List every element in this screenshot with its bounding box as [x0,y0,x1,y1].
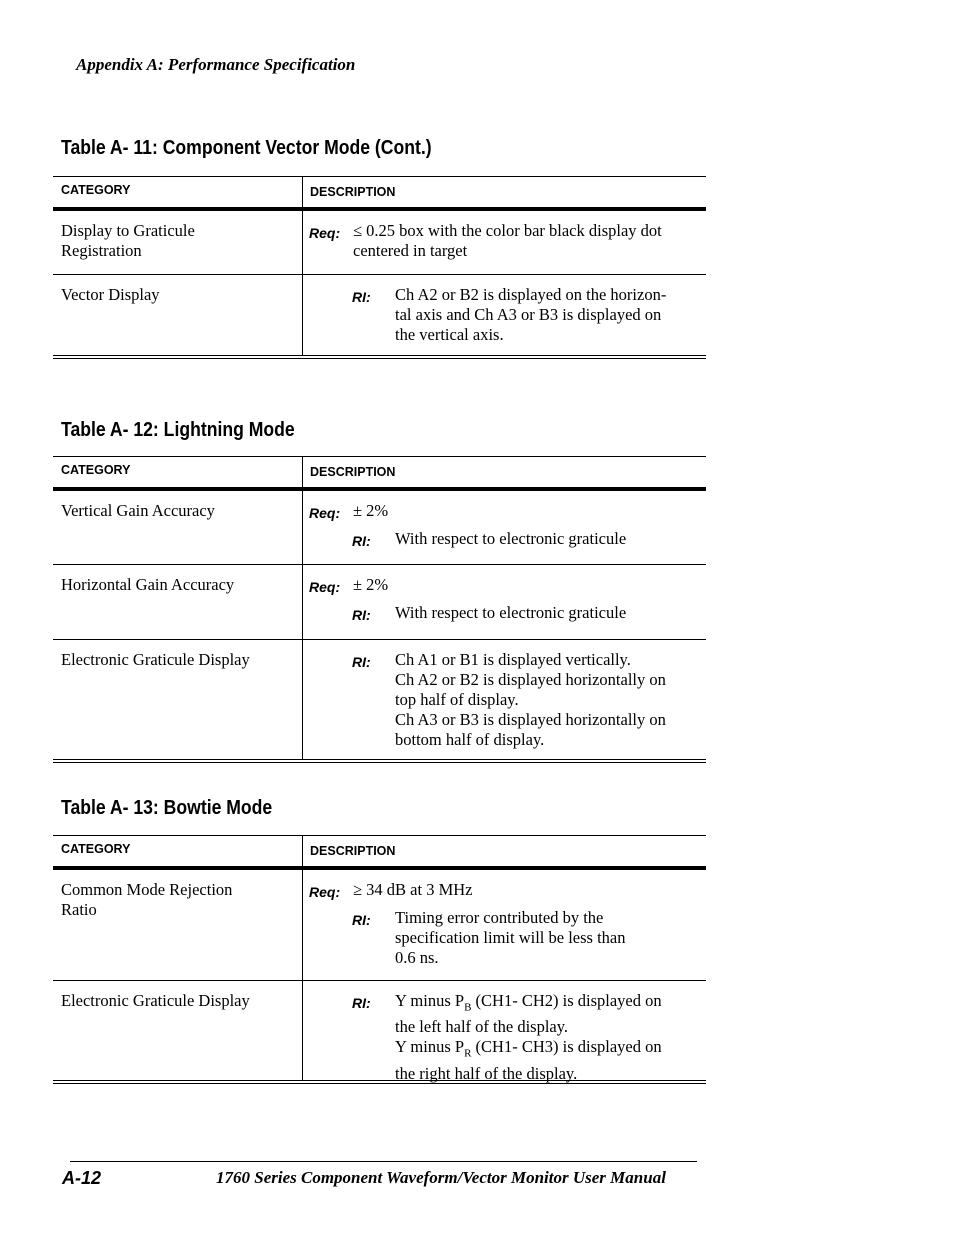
table-row [53,275,706,359]
req-text: ± 2% [353,501,389,520]
ri-text: Y minus $P_B$ (CH1- CH2) is displayed on the left half of the display. Y minus $P_R$ (CH1- CH3) is displayed on the right half of the display. [395,991,662,1083]
table-title: Table A- 11: Component Vector Mode (Cont.) [61,137,432,159]
req-text: ≤ 0.25 box with the color bar black display dot centered in target [353,221,662,260]
req-text: ≥ 34 dB at 3 MHz [353,880,473,899]
table-row [53,870,706,981]
ri-text: Ch A2 or B2 is displayed on the horizon- tal axis and Ch A3 or B3 is displayed on the vertical axis. [395,285,667,344]
footer-rule [70,1161,697,1162]
spec-table [53,456,706,763]
table-header [53,176,706,211]
ri-label: RI: [352,533,371,549]
table-row [53,640,706,763]
ri-text: With respect to electronic graticule [395,603,627,622]
category-cell: Vector Display [61,285,160,304]
req-label: Req: [309,225,341,241]
category-cell: Vertical Gain Accuracy [61,501,215,520]
ri-text: With respect to electronic graticule [395,529,627,548]
page-number: A-12 [62,1168,102,1188]
req-text: ± 2% [353,575,389,594]
category-header: CATEGORY [61,463,131,477]
manual-title: 1760 Series Component Waveform/Vector Monitor User Manual [216,1168,666,1187]
req-label: Req: [309,884,341,900]
spec-table [53,835,706,1084]
table-row [53,491,706,565]
category-cell: Display to Graticule Registration [61,221,195,260]
ri-label: RI: [352,995,371,1011]
ri-label: RI: [352,654,371,670]
table-title: Table A- 12: Lightning Mode [61,419,295,441]
category-cell: Electronic Graticule Display [61,991,250,1010]
table-row [53,981,706,1084]
ri-label: RI: [352,912,371,928]
req-label: Req: [309,579,341,595]
description-header: DESCRIPTION [310,185,396,199]
req-label: Req: [309,505,341,521]
table-row [53,565,706,640]
spec-table [53,176,706,359]
ri-text: Timing error contributed by the specification limit will be less than 0.6 ns. [395,908,626,967]
category-cell: Common Mode Rejection Ratio [61,880,233,919]
table-header [53,456,706,491]
category-cell: Electronic Graticule Display [61,650,250,669]
running-head: Appendix A: Performance Specification [76,55,356,74]
description-header: DESCRIPTION [310,844,396,858]
ri-text: Ch A1 or B1 is displayed vertically. Ch A2 or B2 is displayed horizontally on top half of display. Ch A3 or B3 is displayed horizontally on bottom half of display. [395,650,666,749]
table-row [53,211,706,275]
table-title: Table A- 13: Bowtie Mode [61,797,273,819]
category-cell: Horizontal Gain Accuracy [61,575,235,594]
ri-label: RI: [352,289,371,305]
category-header: CATEGORY [61,183,131,197]
description-header: DESCRIPTION [310,465,396,479]
ri-label: RI: [352,607,371,623]
table-header [53,835,706,870]
category-header: CATEGORY [61,842,131,856]
